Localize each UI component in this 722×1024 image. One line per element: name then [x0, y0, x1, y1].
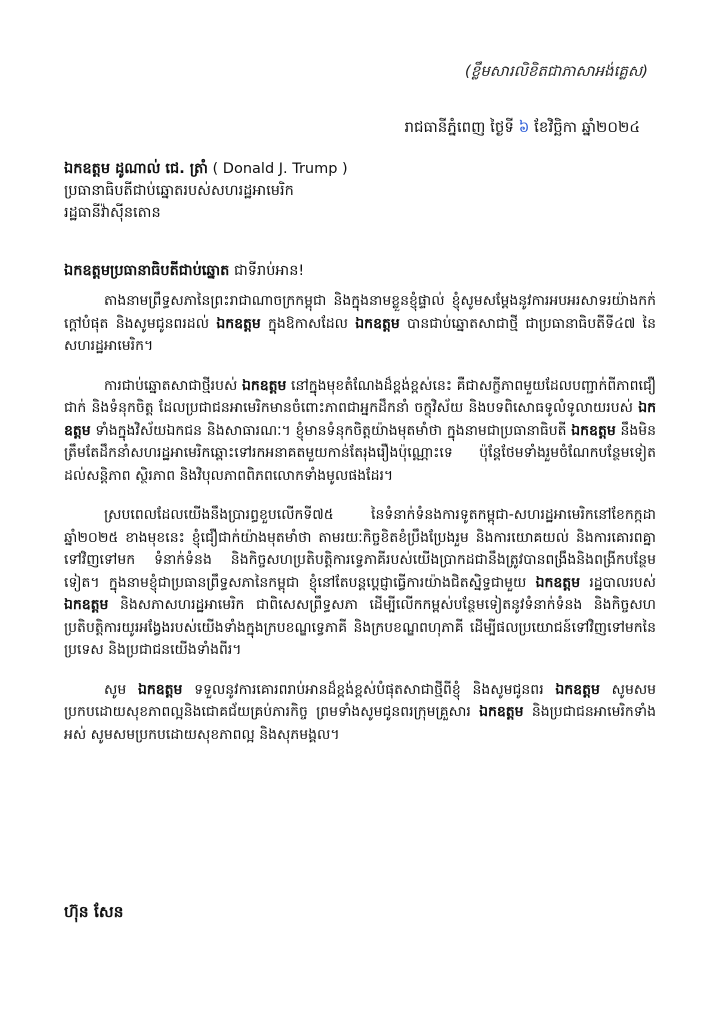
honorific: ឯកឧត្តម: [555, 681, 600, 698]
letter-body: [64, 290, 656, 763]
letter-date: [404, 118, 640, 140]
text-segment: ការជាប់ឆ្នោតសាជាថ្មីរបស់: [104, 377, 238, 394]
honorific: ឯកឧត្តម: [64, 597, 109, 613]
paragraph-1: [64, 290, 656, 358]
salutation-rest: ជាទីរាប់អាន!: [234, 263, 305, 279]
text-segment: ទាំងក្នុងវិស័យឯកជន និងសាធារណៈ។ ខ្ញុំមានទំនុកចិត្តយ៉ាងមុតមាំថា ក្នុងនាមជាប្រធានាធិបតី: [95, 422, 567, 439]
translation-note: (ខ្លឹមសារលិខិតជាភាសាអង់គ្លេស): [464, 62, 648, 80]
text-segment: សូមសមប្រកបដោយសុខភាពល្អនិងជោគជ័យគ្រប់ភារកិច្ច ព្រមទាំងសូមជូនពរក្រុមគ្រួសារ: [64, 681, 657, 720]
addressee-location: រដ្ឋធានីវ៉ាស៊ីនតោន: [64, 205, 161, 221]
text-segment: នឹងមិនត្រឹមតែដឹកនាំសហរដ្ឋអាមេរិកឆ្ពោះទៅរកអនាគតមួយកាន់តែរុងរឿងប៉ុណ្ណោះទេ ប៉ុន្តែថែមទាំងរួមចំណែកបន្ថែមទៀតដល់សន្តិភាព ស្ថិរភាព និងវិបុលភាពពិភពលោកទាំងមូលផងដែរ។: [64, 422, 657, 484]
honorific: ឯកឧត្តម: [535, 574, 581, 591]
text-segment: និងប្រជាជនអាមេរិកទាំងអស់ សូមសមប្រកបដោយសុខភាពល្អ និងសុភមង្គល។: [64, 704, 656, 743]
paragraph-2: [64, 375, 656, 488]
text-segment: ទទួលនូវការគោរពរាប់អានដ៏ខ្ពង់ខ្ពស់បំផុតសាជាថ្មីពីខ្ញុំ និងសូមជូនពរ: [194, 681, 544, 698]
honorific: ឯកឧត្តម: [137, 681, 183, 698]
addressee-title-name: ឯកឧត្តម ដូណាល់ ជេ. ត្រាំ: [64, 161, 208, 177]
text-segment: នៅក្នុងមុខតំណែងដ៏ខ្ពង់ខ្ពស់នេះ គឺជាសក្ខីភាពមួយដែលបញ្ជាក់ពីភាពជឿជាក់ និងទំនុកចិត្ត ដែលប្រជាជនអាមេរិកមានចំពោះភាពជាអ្នកដឹកនាំ ចក្ខុវិស័យ និងបទពិសោធទូលំទូលាយរបស់: [64, 377, 657, 416]
honorific: ឯកឧត្តម: [355, 315, 400, 332]
addressee-block: [64, 158, 664, 224]
text-segment: ស្របពេលដែលយើងនឹងប្រារព្ធខួបលើកទី៧៥ នៃទំនាក់ទំនងការទូតកម្ពុជា-សហរដ្ឋអាមេរិកនៅខែកក្កដា ឆ្នាំ២០២៥ ខាងមុខនេះ ខ្ញុំជឿជាក់យ៉ាងមុតមាំថា តាមរយៈកិច្ចខិតខំប្រឹងប្រែងរួម និងការយោគយល់ និងការគោរពគ្នាទៅវិញទៅមក ទំនាក់ទំនង និងកិច្ចសហប្រតិបត្តិការទ្វេភាគីរបស់យើងប្រាកដជានឹងត្រូវបានពង្រឹងនិងពង្រីកបន្ថែមទៀត។ ក្នុងនាមខ្ញុំជាប្រធានព្រឹទ្ធសភានៃកម្ពុជា ខ្ញុំនៅតែបន្តប្តេជ្ញាធ្វើការយ៉ាងជិតស្និទ្ធជាមួយ: [64, 507, 656, 591]
text-segment: រដ្ឋបាលរបស់: [589, 574, 656, 591]
salutation: [64, 262, 304, 283]
text-segment: សូម: [104, 681, 127, 698]
signature-name: ហ៊ុន សែន: [64, 903, 124, 921]
honorific: ឯកឧត្តម: [571, 422, 616, 439]
salutation-title: ឯកឧត្តមប្រធានាធិបតីជាប់ឆ្នោត: [64, 263, 230, 279]
text-segment: និងសភាសហរដ្ឋអាមេរិក ជាពិសេសព្រឹទ្ធសភា ដើម្បីលើកកម្ពស់បន្ថែមទៀតនូវទំនាក់ទំនង និងកិច្ចសហប្រតិបត្តិការយូរអង្វែងរបស់យើងទាំងក្នុងក្របខណ្ឌទ្វេភាគី និងក្របខណ្ឌពហុភាគី ដើម្បីផលប្រយោជន៍ទៅវិញទៅមកនៃប្រទេស និងប្រជាជនយើងទាំងពីរ។: [64, 597, 656, 658]
honorific: ឯកឧត្តម: [241, 377, 287, 394]
date-day: ៦: [518, 118, 530, 136]
paragraph-3: [64, 504, 656, 662]
honorific: ឯកឧត្តម: [64, 400, 656, 439]
addressee-position: ប្រធានាធិបតីជាប់ឆ្នោតរបស់សហរដ្ឋអាមេរិក: [64, 183, 294, 199]
addressee-name-row: [64, 158, 664, 180]
addressee-latin-name: ( Donald J. Trump ): [212, 161, 348, 177]
honorific: ឯកឧត្តម: [479, 704, 524, 720]
date-prefix: រាជធានីភ្នំពេញ ថ្ងៃទី: [404, 118, 514, 136]
paragraph-4: [64, 679, 656, 747]
date-suffix: ខែវិច្ឆិកា ឆ្នាំ២០២៤: [534, 118, 640, 136]
honorific: ឯកឧត្តម: [216, 315, 261, 332]
text-segment: ក្នុងឱកាសដែល: [268, 315, 349, 332]
text-segment: តាងនាមព្រឹទ្ធសភានៃព្រះរាជាណាចក្រកម្ពុជា និងក្នុងនាមខ្លួនខ្ញុំផ្ទាល់ ខ្ញុំសូមសម្តែងនូវការអបអរសាទរយ៉ាងកក់ក្តៅបំផុត និងសូមជូនពរដល់: [64, 293, 656, 332]
text-segment: បានជាប់ឆ្នោតសាជាថ្មី ជាប្រធានាធិបតីទី៤៧ នៃសហរដ្ឋអាមេរិក។: [64, 315, 656, 354]
